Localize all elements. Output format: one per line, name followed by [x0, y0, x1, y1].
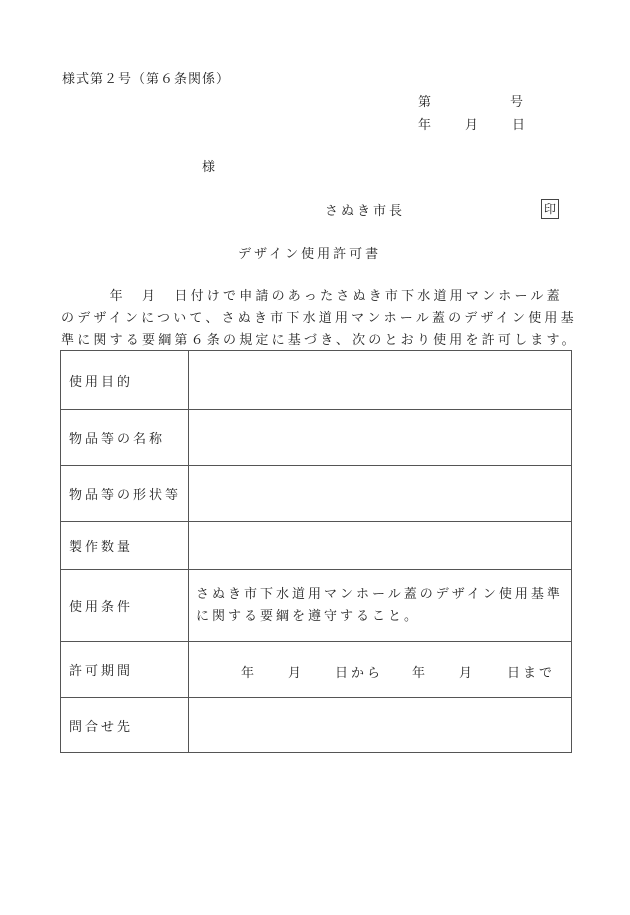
- statement-line-2: のデザインについて、さぬき市下水道用マンホール蓋のデザイン使用基: [61, 311, 577, 326]
- issuer-name: さぬき市長: [325, 204, 406, 219]
- production-quantity-field[interactable]: [189, 522, 572, 570]
- period-start-year: 年: [241, 665, 258, 681]
- row-label: 製作数量: [61, 522, 189, 570]
- permission-statement: [61, 286, 576, 352]
- item-name-field[interactable]: [189, 410, 572, 466]
- row-label: 問合せ先: [61, 698, 189, 753]
- period-end-month: 月: [459, 665, 476, 681]
- table-row: [61, 642, 572, 698]
- permission-period-cell[interactable]: [189, 642, 572, 698]
- addressee-honorific: 様: [202, 160, 218, 175]
- conditions-line-1: さぬき市下水道用マンホール蓋のデザイン使用基準: [196, 586, 563, 602]
- statement-line-1: 年 月 日付けで申請のあったさぬき市下水道用マンホール蓋: [61, 289, 563, 304]
- table-row: [61, 698, 572, 753]
- table-row: [61, 466, 572, 522]
- period-end-year: 年: [412, 665, 429, 681]
- permission-details-table: [60, 350, 572, 753]
- conditions-line-2: に関する要綱を遵守すること。: [196, 608, 421, 624]
- table-row: [61, 410, 572, 466]
- doc-no-prefix: 第: [418, 95, 434, 110]
- seal-stamp-box: 印: [541, 199, 559, 219]
- date-month: 月: [465, 118, 481, 133]
- row-label: 使用条件: [61, 570, 189, 642]
- row-label: 物品等の形状等: [61, 466, 189, 522]
- usage-conditions-cell: [189, 570, 572, 642]
- period-end-day: 日まで: [507, 665, 556, 681]
- usage-purpose-field[interactable]: [189, 351, 572, 410]
- doc-no-suffix: 号: [510, 95, 526, 110]
- statement-line-3: 準に関する要綱第６条の規定に基づき、次のとおり使用を許可します。: [61, 333, 578, 348]
- table-row: [61, 351, 572, 410]
- contact-field[interactable]: [189, 698, 572, 753]
- row-label: 使用目的: [61, 351, 189, 410]
- date-day: 日: [512, 118, 528, 133]
- table-row: [61, 570, 572, 642]
- period-start-month: 月: [288, 665, 305, 681]
- document-title: デザイン使用許可書: [238, 247, 382, 262]
- item-shape-field[interactable]: [189, 466, 572, 522]
- table-row: [61, 522, 572, 570]
- row-label: 物品等の名称: [61, 410, 189, 466]
- form-number: 様式第２号（第６条関係）: [62, 72, 231, 87]
- row-label: 許可期間: [61, 642, 189, 698]
- date-year: 年: [418, 118, 434, 133]
- period-start-day: 日から: [335, 665, 384, 681]
